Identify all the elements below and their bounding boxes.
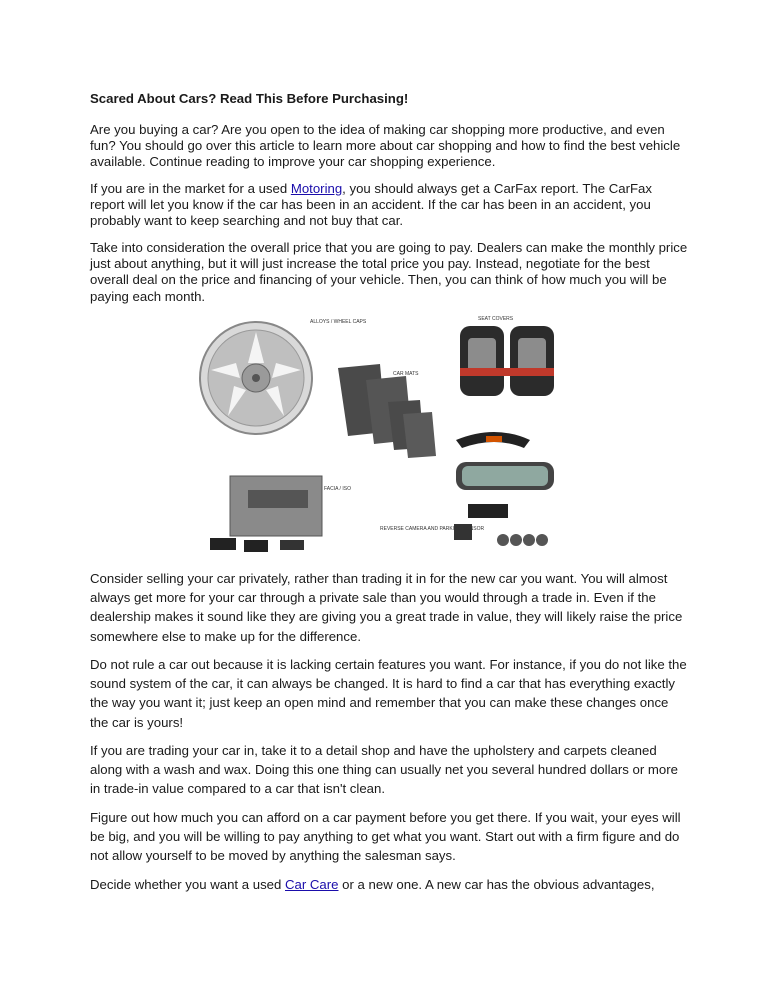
- paragraph-6: If you are trading your car in, take it to a detail shop and have the upholstery and carpets cleaned along with a wash and wax. Doing this one thing can usually net you several hundred dollars or more in trade-in value compared to a car that isn't clean.: [90, 743, 678, 797]
- paragraph-8: [90, 875, 690, 894]
- paragraph-2-end: , you should always get a CarFax report. The CarFax report will let you know if the car has been in an accident. If the car has been in an accident, you probably want to keep searching and not buy that car.: [90, 181, 652, 229]
- label-seat: SEAT COVERS: [478, 316, 514, 322]
- seat-covers-icon: [460, 326, 554, 396]
- parking-sensor-icon: [456, 432, 554, 490]
- label-mats: CAR MATS: [393, 371, 419, 377]
- article-title: Scared About Cars? Read This Before Purchasing!: [90, 91, 409, 106]
- paragraph-5: Do not rule a car out because it is lacking certain features you want. For instance, if you do not like the sound system of the car, it can always be changed. It is hard to find a car that has everything exactly the way you want it; just keep an open mind and remember that you can make these changes once the car is yours!: [90, 657, 687, 730]
- paragraph-4: Consider selling your car privately, rather than trading it in for the new car you want. You will almost always get more for your car through a private sale than you would through a trade in. Even if the dealership makes it sound like they are giving you a great trade in value, they will likely raise the price somewhere else to make up for the difference.: [90, 571, 683, 644]
- car-mats-icon: [338, 364, 436, 458]
- car-accessories-image: [198, 308, 560, 558]
- paragraph-8-end: or a new one. A new car has the obvious advantages,: [338, 877, 655, 892]
- paragraph-7: Figure out how much you can afford on a car payment before you get there. If you wait, your eyes will be big, and you will be willing to pay anything to get what you want. Start out with a firm figure and do not allow yourself to be moved by anything the salesman says.: [90, 810, 681, 864]
- wheel-cap-icon: [200, 322, 312, 434]
- paragraph-1: Are you buying a car? Are you open to the idea of making car shopping more productive, and even fun? You should go over this article to learn more about car shopping and how to find the best vehicle available. Continue reading to improve your car shopping experience.: [90, 122, 681, 170]
- car-care-link[interactable]: Car Care: [285, 877, 339, 892]
- reverse-camera-icon: [454, 504, 548, 546]
- facia-icon: [210, 476, 322, 552]
- label-wheel: ALLOYS / WHEEL CAPS: [310, 319, 367, 325]
- paragraph-2-start: If you are in the market for a used: [90, 181, 291, 196]
- label-camera: REVERSE CAMERA AND PARKING SENSOR: [380, 526, 485, 532]
- paragraph-3: Take into consideration the overall price that you are going to pay. Dealers can make the monthly price just about anything, but it will just increase the total price you pay. Instead, negotiate for the best overall deal on the price and financing of your vehicle. Then, you can think of how much you will be paying each month.: [90, 240, 688, 304]
- label-facia: FACIA / ISO: [324, 486, 351, 492]
- paragraph-2: [90, 181, 690, 230]
- motoring-link[interactable]: Motoring: [290, 181, 343, 196]
- paragraph-8-start: Decide whether you want a used: [90, 877, 285, 892]
